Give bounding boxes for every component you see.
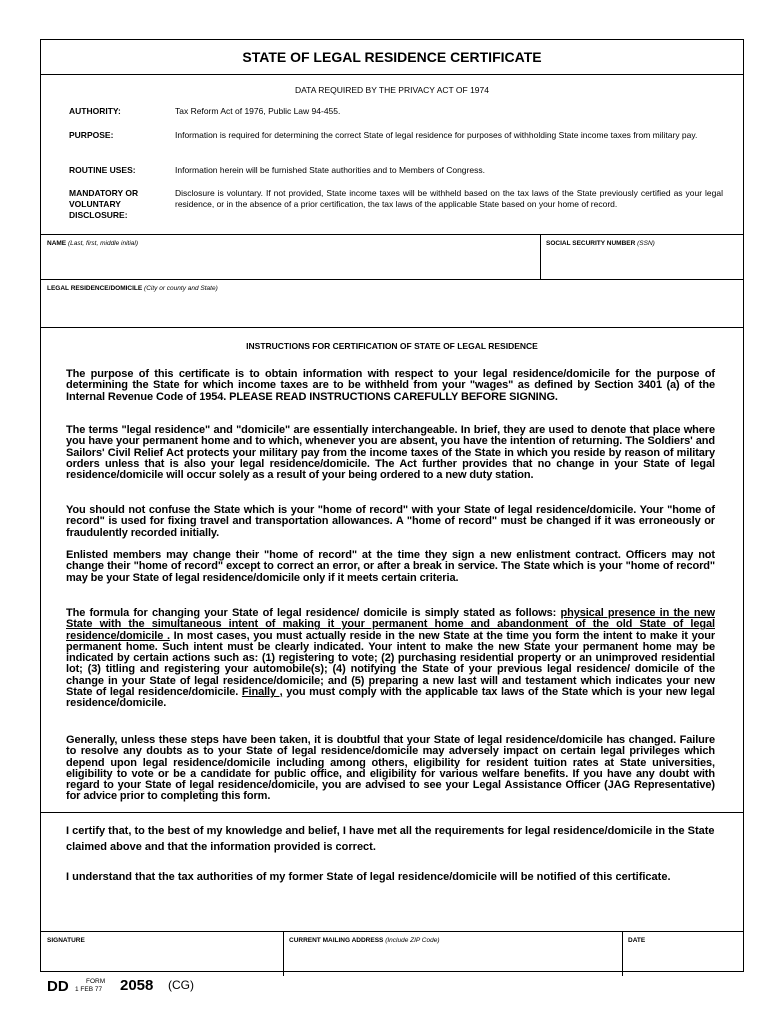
divider — [540, 235, 541, 279]
certification-section — [41, 813, 743, 932]
privacy-text: Tax Reform Act of 1976, Public Law 94-455. — [175, 106, 341, 116]
date-field[interactable] — [625, 946, 742, 974]
divider — [283, 932, 284, 976]
instructions-heading: INSTRUCTIONS FOR CERTIFICATION OF STATE OF LEGAL RESIDENCE — [246, 341, 538, 351]
name-field-label: NAME (Last, first, middle initial) — [47, 240, 139, 247]
form-word: FORM — [86, 978, 106, 985]
privacy-label: AUTHORITY: — [69, 106, 121, 116]
instruction-paragraph: The purpose of this certificate is to obtain information with respect to your legal residence/domicile for the purpose of determining the State for which income taxes are to be withheld from your "wages" as defined by Section 3401 (a) of the Internal Revenue Code of 1954. PLEASE READ INSTRUCTIONS CAREFULLY BEFORE SIGNING. — [66, 368, 715, 403]
instruction-paragraph: The terms "legal residence" and "domicile" are essentially interchangeable. In brief, they are used to denote that place where you have your permanent home and to which, whenever you are absent, you have the intention of returning. The Soldiers' and Sailors' Civil Relief Act protects your military pay from the income taxes of the State in which you reside by reason of military orders unless that is also your legal residence/domicile. The Act further provides that no change in your State of legal residence/domicile will occur solely as a result of your being ordered to a new duty station. — [66, 424, 715, 482]
certification-statement: I certify that, to the best of my knowledge and belief, I have met all the requirements for legal residence/domicile in the State claimed above and that the information provided is correct. — [66, 825, 715, 853]
signature-row — [41, 932, 743, 976]
name-field[interactable] — [43, 249, 537, 277]
underlined-requirement: physical presence in the new State with the simultaneous intent of making it your permanent home and abandonment of the old State of legal residence/domicile . — [66, 607, 715, 642]
privacy-act-section — [41, 75, 743, 235]
form-number: 2058 — [120, 977, 154, 994]
residence-field-label: LEGAL RESIDENCE/DOMICILE (City or county and State) — [47, 285, 218, 292]
instruction-paragraph: Generally, unless these steps have been taken, it is doubtful that your State of legal residence/domicile has changed. Failure to resolve any doubts as to your State of legal residence/domicile may adversely impact on certain legal privileges which depend upon legal residence/domicile including among others, eligibility for resident tuition rates at State universities, eligibility to vote or be a candidate for public office, and eligibility for various welfare benefits. If you have any doubt with regard to your State of legal residence/domicile, you are advised to see your Legal Assistance Officer (JAG Representative) for advice prior to completing this form. — [66, 734, 715, 803]
instruction-paragraph: Enlisted members may change their "home of record" at the time they sign a new enlistment contract. Officers may not change their "home of record" except to correct an error, or after a break in service. The State which is your "home of record" may be your State of legal residence/domicile only if it meets certain criteria. — [66, 549, 715, 584]
privacy-label: MANDATORY OR VOLUNTARY DISCLOSURE: — [69, 188, 139, 220]
name-ssn-row — [41, 235, 743, 280]
underlined-finally: Finally , — [241, 686, 283, 699]
privacy-text: Information herein will be furnished State authorities and to Members of Congress. — [175, 165, 485, 175]
instructions-section — [41, 328, 743, 813]
signature-label: SIGNATURE — [47, 937, 85, 944]
instruction-paragraph: You should not confuse the State which is your "home of record" with your State of legal residence/domicile. Your "home of record" is used for fixing travel and transportation allowances. A "home of record" must be changed if it was erroneously or fraudulently recorded initially. — [66, 504, 715, 539]
form-identifier — [40, 972, 340, 1002]
form-suffix: (CG) — [168, 978, 194, 992]
date-label: DATE — [628, 937, 646, 944]
dd-label: DD — [47, 978, 69, 995]
privacy-text: Information is required for determining the correct State of legal residence for purposes of withholding State income taxes from military pay. — [175, 130, 698, 140]
divider — [622, 932, 623, 976]
privacy-label: PURPOSE: — [69, 130, 114, 140]
form-date: 1 FEB 77 — [75, 986, 103, 993]
residence-row — [41, 280, 743, 328]
address-label: CURRENT MAILING ADDRESS (Include ZIP Code) — [289, 937, 440, 944]
signature-field[interactable] — [43, 946, 280, 974]
ssn-field[interactable] — [543, 249, 741, 277]
notification-statement: I understand that the tax authorities of my former State of legal residence/domicile will be notified of this certificate. — [66, 871, 671, 883]
ssn-field-label: SOCIAL SECURITY NUMBER (SSN) — [546, 240, 655, 247]
address-field[interactable] — [286, 946, 620, 974]
privacy-act-heading: DATA REQUIRED BY THE PRIVACY ACT OF 1974 — [295, 85, 489, 95]
privacy-label: ROUTINE USES: — [69, 165, 136, 175]
instruction-paragraph-formula: The formula for changing your State of legal residence/ domicile is simply stated as follows: physical presence in the new State with the simultaneous intent of making it your permanent home and abandonment of the old State of legal residence/domicile . In most cases, you must actually reside in the new State at the time you form the intent to make it your permanent home. Such intent must be clearly indicated. Your intent to make the new State your permanent home may be indicated by certain actions such as: (1) registering to vote; (2) purchasing residential property or an unimproved residential lot; (3) titling and registering your automobile(s); (4) notifying the State of your previous legal residence/ domicile of the change in your State of legal residence/domicile; and (5) preparing a new last will and testament which indicates your new State of legal residence/domicile. Finally , you must comply with the applicable tax laws of the State which is your new legal residence/domicile. — [66, 607, 716, 710]
form-title: STATE OF LEGAL RESIDENCE CERTIFICATE — [41, 40, 743, 75]
residence-field[interactable] — [43, 294, 741, 325]
legal-residence-form — [40, 39, 744, 972]
privacy-text: Disclosure is voluntary. If not provided, State income taxes will be withheld based on the tax laws of the State previously certified as your legal residence, or in the absence of a prior certification, the tax laws of the applicable State based on your home of record. — [175, 188, 723, 209]
